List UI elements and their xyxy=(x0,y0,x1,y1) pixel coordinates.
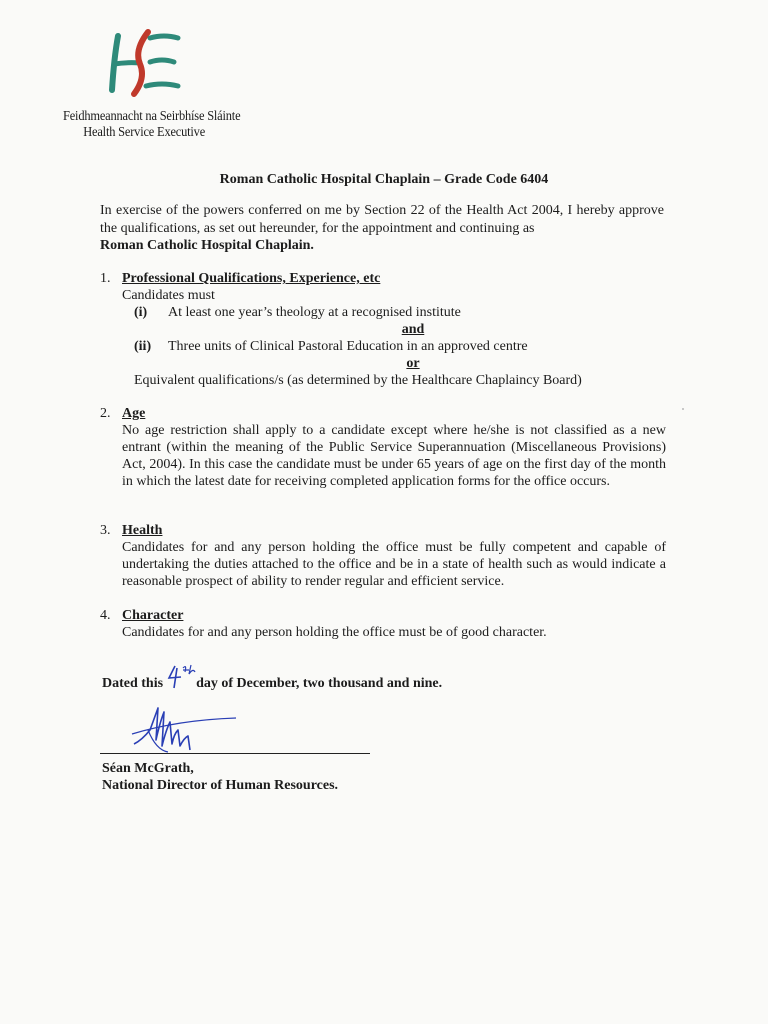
requirement-number: (ii) xyxy=(134,339,152,354)
section-number: 2. xyxy=(100,406,111,421)
dated-prefix: Dated this xyxy=(102,676,164,692)
section-body: No age restriction shall apply to a candidate except where he/she is not classified as a new entrant (within the meaning of the Public Service Superannuation (Miscellaneous Provisions) Act, 2004). In this case the candidate must be under 65 years of age on the first day of the month in which the latest date for receiving completed application forms for the office occurs. xyxy=(122,423,666,489)
org-name-english: Health Service Executive xyxy=(83,124,206,139)
section-qualifications xyxy=(100,270,666,389)
signature-line xyxy=(100,753,370,754)
section-number: 3. xyxy=(100,523,111,538)
intro-text: In exercise of the powers conferred on me by Section 22 of the Health Act 2004, I hereby approve the qualifications, as set out hereunder, for the appointment and continuing as xyxy=(100,203,664,236)
section-body: Candidates for and any person holding the office must be of good character. xyxy=(122,625,547,640)
section-character xyxy=(100,607,666,641)
section-title: Age xyxy=(122,406,146,421)
equivalent-qualifications: Equivalent qualifications/s (as determined by the Healthcare Chaplaincy Board) xyxy=(134,373,582,388)
signatory-position: National Director of Human Resources. xyxy=(102,778,339,793)
requirement-text: At least one year’s theology at a recognised institute xyxy=(168,305,461,320)
signature-icon xyxy=(128,700,248,760)
section-lead: Candidates must xyxy=(122,288,215,303)
dated-suffix: day of December, two thousand and nine. xyxy=(196,676,443,692)
intro-paragraph xyxy=(100,202,664,255)
section-title: Health xyxy=(122,523,163,538)
section-health xyxy=(100,522,666,590)
requirement-number: (i) xyxy=(134,305,148,320)
requirement-item xyxy=(122,304,666,321)
section-age xyxy=(100,405,666,490)
section-title: Character xyxy=(122,608,184,623)
intro-bold-role: Roman Catholic Hospital Chaplain. xyxy=(100,238,314,253)
handwritten-day-icon xyxy=(167,674,193,694)
document-title: Roman Catholic Hospital Chaplain – Grade Code 6404 xyxy=(219,172,549,187)
section-number: 4. xyxy=(100,608,111,623)
dated-line xyxy=(102,674,442,694)
scan-speck xyxy=(682,408,684,410)
section-number: 1. xyxy=(100,271,111,286)
requirement-text: Three units of Clinical Pastoral Education in an approved centre xyxy=(168,339,528,354)
connector-and: and xyxy=(401,322,425,337)
section-body: Candidates for and any person holding the office must be fully competent and capable of undertaking the duties attached to the office and be in a state of health such as would indicate a reasonable prospect of ability to render regular and efficient service. xyxy=(122,540,666,589)
section-title: Professional Qualifications, Experience, etc xyxy=(122,271,381,286)
requirement-item xyxy=(122,338,666,355)
signatory-block xyxy=(102,760,338,794)
signatory-name: Séan McGrath, xyxy=(102,761,194,776)
org-name-irish: Feidhmeannacht na Seirbhíse Sláinte xyxy=(63,108,241,123)
hse-logo-icon xyxy=(104,28,194,98)
organisation-name xyxy=(63,108,240,140)
connector-or: or xyxy=(406,356,420,371)
